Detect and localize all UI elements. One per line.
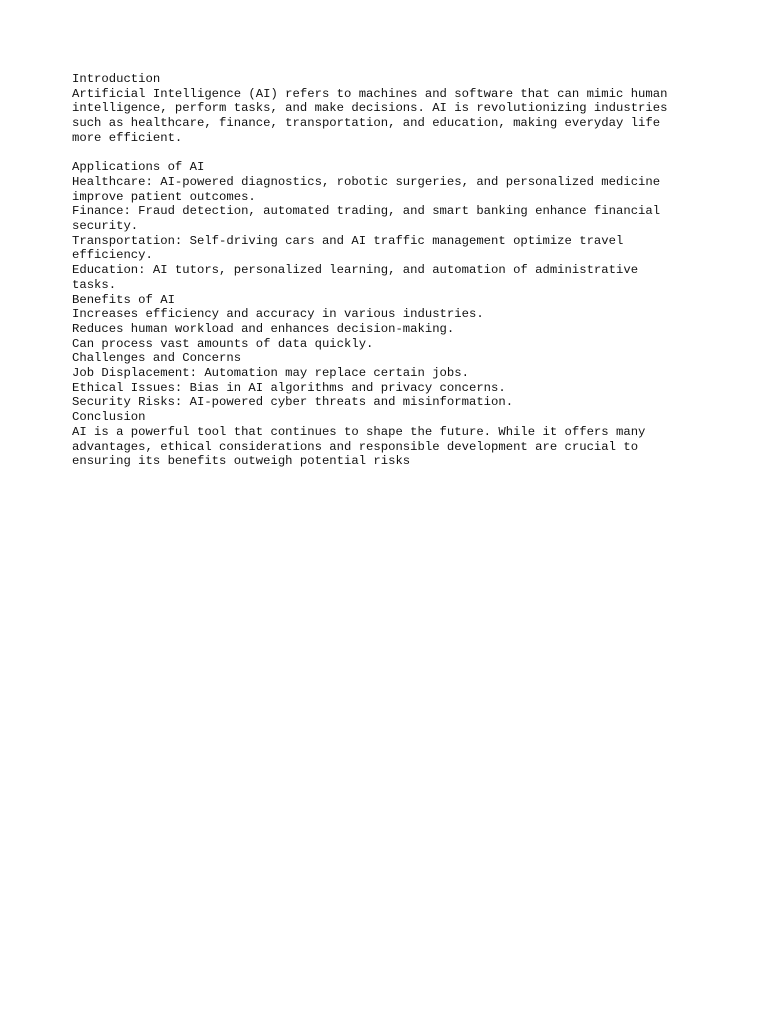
- benefit-workload: Reduces human workload and enhances decision-making.: [72, 321, 455, 336]
- benefit-efficiency: Increases efficiency and accuracy in various industries.: [72, 307, 484, 322]
- intro-line-2: intelligence, perform tasks, and make decisions. AI is revolutionizing industries: [72, 101, 668, 116]
- heading-benefits: Benefits of AI: [72, 292, 175, 307]
- benefit-data: Can process vast amounts of data quickly.: [72, 336, 374, 351]
- app-healthcare-line-1: Healthcare: AI-powered diagnostics, robotic surgeries, and personalized medicine: [72, 174, 661, 189]
- heading-introduction: Introduction: [72, 72, 161, 86]
- app-transportation-line-2: efficiency.: [72, 248, 153, 263]
- app-finance-line-1: Finance: Fraud detection, automated trading, and smart banking enhance financial: [72, 204, 661, 219]
- app-finance-line-2: security.: [72, 219, 139, 234]
- conclusion-line-3: ensuring its benefits outweigh potential risks: [72, 454, 411, 469]
- app-transportation-line-1: Transportation: Self-driving cars and AI traffic management optimize travel: [72, 233, 624, 248]
- challenge-job-displacement: Job Displacement: Automation may replace certain jobs.: [72, 366, 469, 381]
- app-education-line-2: tasks.: [72, 277, 117, 292]
- app-education-line-1: Education: AI tutors, personalized learning, and automation of administrative: [72, 263, 639, 278]
- conclusion-line-2: advantages, ethical considerations and responsible development are crucial to: [72, 439, 639, 454]
- app-healthcare-line-2: improve patient outcomes.: [72, 189, 256, 204]
- intro-line-4: more efficient.: [72, 130, 183, 145]
- blank-line: [72, 146, 696, 161]
- challenge-ethical-issues: Ethical Issues: Bias in AI algorithms and privacy concerns.: [72, 380, 506, 395]
- document-body: [72, 72, 696, 469]
- challenge-security-risks: Security Risks: AI-powered cyber threats and misinformation.: [72, 395, 514, 410]
- intro-line-1: Artificial Intelligence (AI) refers to machines and software that can mimic human: [72, 86, 668, 101]
- heading-challenges: Challenges and Concerns: [72, 351, 242, 366]
- intro-line-3: such as healthcare, finance, transportation, and education, making everyday life: [72, 116, 661, 131]
- heading-applications: Applications of AI: [72, 160, 205, 175]
- heading-conclusion: Conclusion: [72, 410, 146, 425]
- conclusion-line-1: AI is a powerful tool that continues to shape the future. While it offers many: [72, 424, 646, 439]
